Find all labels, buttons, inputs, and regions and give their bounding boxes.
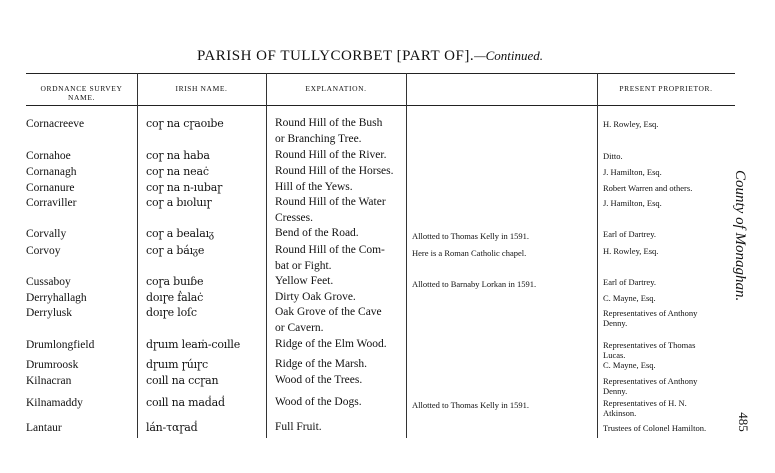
explanation-continued: or Cavern. bbox=[275, 322, 324, 334]
irish-name: coɼ a báıᵹe bbox=[146, 244, 205, 257]
irish-name: coɼ na neaċ bbox=[146, 165, 209, 178]
irish-name: coɼ a bıoluıɼ bbox=[146, 196, 212, 209]
explanation: Round Hill of the Horses. bbox=[275, 165, 394, 177]
explanation-continued: Cresses. bbox=[275, 212, 314, 224]
ordnance-name: Corvoy bbox=[26, 245, 61, 257]
irish-name: coɼ a bealaıᵹ bbox=[146, 227, 214, 240]
ordnance-name: Derryhallagh bbox=[26, 292, 87, 304]
irish-name: coɼ na cɼaoıbe bbox=[146, 117, 224, 130]
present-proprietor-continued: Denny. bbox=[603, 386, 628, 396]
explanation: Round Hill of the Com- bbox=[275, 244, 385, 256]
column-divider bbox=[406, 73, 407, 438]
explanation: Yellow Feet. bbox=[275, 275, 334, 287]
present-proprietor: C. Mayne, Esq. bbox=[603, 293, 656, 303]
county-side-label: County of Monaghan. bbox=[732, 170, 748, 302]
historical-note: Allotted to Barnaby Lorkan in 1591. bbox=[412, 279, 537, 289]
present-proprietor: J. Hamilton, Esq. bbox=[603, 167, 662, 177]
explanation: Ridge of the Marsh. bbox=[275, 358, 367, 370]
present-proprietor: Trustees of Colonel Hamilton. bbox=[603, 423, 707, 433]
ordnance-name: Drumroosk bbox=[26, 359, 79, 371]
present-proprietor: Earl of Dartrey. bbox=[603, 229, 657, 239]
present-proprietor: Robert Warren and others. bbox=[603, 183, 693, 193]
irish-name: lán-ταɼaḋ bbox=[146, 421, 198, 434]
ordnance-name: Cussaboy bbox=[26, 276, 71, 288]
historical-note: Allotted to Thomas Kelly in 1591. bbox=[412, 400, 529, 410]
explanation: Oak Grove of the Cave bbox=[275, 306, 382, 318]
explanation: Hill of the Yews. bbox=[275, 181, 353, 193]
present-proprietor-continued: Atkinson. bbox=[603, 408, 637, 418]
irish-name: coɼa buıɓe bbox=[146, 275, 204, 288]
irish-name: coɼ na n-ıubaɼ bbox=[146, 181, 223, 194]
present-proprietor: Representatives of H. N. bbox=[603, 398, 687, 408]
ordnance-name: Kilnamaddy bbox=[26, 397, 83, 409]
ordnance-name: Derrylusk bbox=[26, 307, 72, 319]
table-header-rule bbox=[26, 105, 735, 106]
irish-name: dɼuım ɼúıɼc bbox=[146, 358, 208, 371]
historical-note: Allotted to Thomas Kelly in 1591. bbox=[412, 231, 529, 241]
table-top-rule bbox=[26, 73, 735, 74]
irish-name: coıll na maḋaḋ bbox=[146, 396, 225, 409]
ordnance-name: Drumlongfield bbox=[26, 339, 95, 351]
column-divider bbox=[266, 73, 267, 438]
irish-name: doıɼe loſc bbox=[146, 306, 197, 319]
ordnance-name: Kilnacran bbox=[26, 375, 72, 387]
explanation: Round Hill of the Water bbox=[275, 196, 386, 208]
irish-name: doıɼe ḟalaċ bbox=[146, 291, 204, 304]
present-proprietor: Representatives of Anthony bbox=[603, 376, 698, 386]
irish-name: coɼ na haba bbox=[146, 149, 210, 162]
title-text: PARISH OF TULLYCORBET [PART OF]. bbox=[196, 48, 475, 64]
present-proprietor: H. Rowley, Esq. bbox=[603, 119, 659, 129]
header-ordnance-name: ORDNANCE SURVEY NAME. bbox=[40, 84, 123, 102]
irish-name: coıll na ccɼan bbox=[146, 374, 219, 387]
historical-note: Here is a Roman Catholic chapel. bbox=[412, 248, 527, 258]
present-proprietor: Earl of Dartrey. bbox=[603, 277, 657, 287]
page-number: 485 bbox=[735, 412, 751, 432]
explanation: Full Fruit. bbox=[275, 421, 322, 433]
header-irish-name: IRISH NAME. bbox=[175, 84, 228, 93]
ordnance-name: Cornacreeve bbox=[26, 118, 85, 130]
ordnance-name: Corvally bbox=[26, 228, 67, 240]
header-explanation: EXPLANATION. bbox=[305, 84, 367, 93]
explanation: Wood of the Dogs. bbox=[275, 396, 362, 408]
explanation: Ridge of the Elm Wood. bbox=[275, 338, 387, 350]
explanation-continued: or Branching Tree. bbox=[275, 133, 362, 145]
present-proprietor-continued: Lucas. bbox=[603, 350, 626, 360]
present-proprietor: J. Hamilton, Esq. bbox=[603, 198, 662, 208]
ordnance-name: Corraviller bbox=[26, 197, 77, 209]
explanation: Round Hill of the Bush bbox=[275, 117, 383, 129]
ordnance-name: Cornahoe bbox=[26, 150, 71, 162]
present-proprietor: C. Mayne, Esq. bbox=[603, 360, 656, 370]
explanation: Round Hill of the River. bbox=[275, 149, 387, 161]
ordnance-name: Cornanagh bbox=[26, 166, 77, 178]
title-continued: —Continued. bbox=[474, 48, 544, 63]
header-present-proprietor: PRESENT PROPRIETOR. bbox=[619, 84, 713, 93]
explanation: Bend of the Road. bbox=[275, 227, 359, 239]
present-proprietor: H. Rowley, Esq. bbox=[603, 246, 659, 256]
column-divider bbox=[597, 73, 598, 438]
page-title bbox=[0, 48, 740, 65]
explanation: Wood of the Trees. bbox=[275, 374, 363, 386]
present-proprietor-continued: Denny. bbox=[603, 318, 628, 328]
ordnance-name: Cornanure bbox=[26, 182, 75, 194]
irish-name: dɼuım leaṁ-coılle bbox=[146, 338, 241, 351]
explanation-continued: bat or Fight. bbox=[275, 260, 332, 272]
present-proprietor: Ditto. bbox=[603, 151, 623, 161]
explanation: Dirty Oak Grove. bbox=[275, 291, 356, 303]
column-divider bbox=[137, 73, 138, 438]
present-proprietor: Representatives of Thomas bbox=[603, 340, 696, 350]
present-proprietor: Representatives of Anthony bbox=[603, 308, 698, 318]
ordnance-name: Lantaur bbox=[26, 422, 62, 434]
